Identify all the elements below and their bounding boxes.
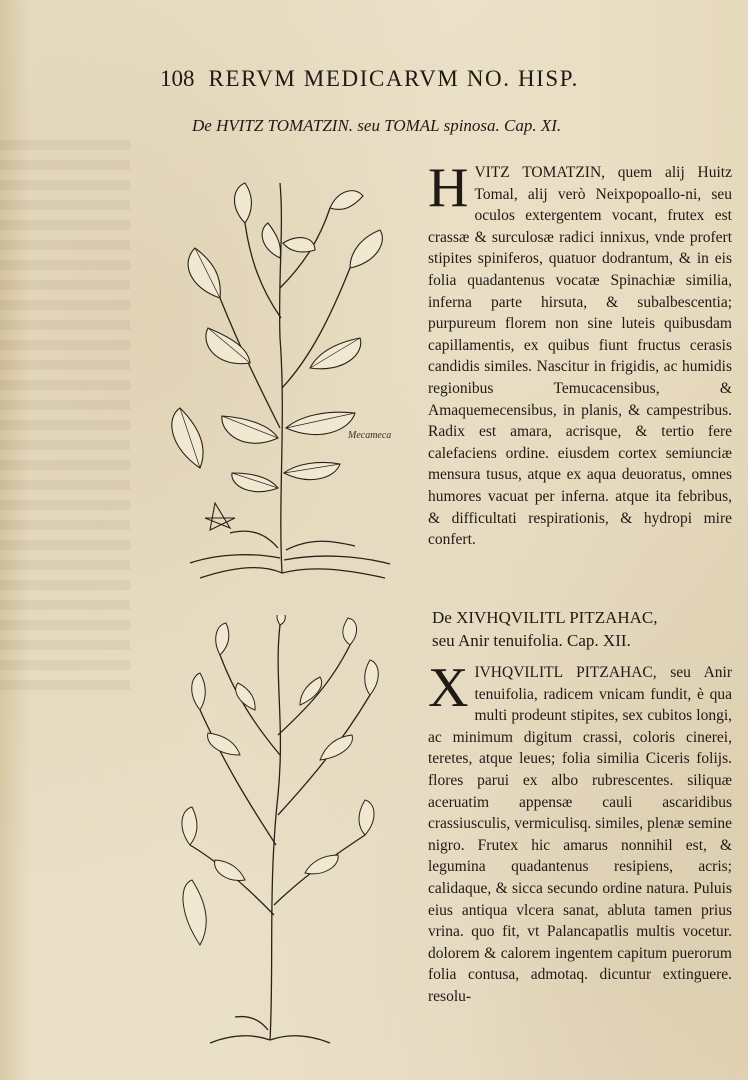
chapter-12 xyxy=(428,606,732,1008)
plate-label: Mecameca xyxy=(348,430,392,441)
main-stem xyxy=(270,625,280,1040)
leaf xyxy=(234,183,251,223)
leaf xyxy=(183,880,206,945)
leaf xyxy=(182,807,197,845)
chapter-11-text: VITZ TOMATZIN, quem alij Huitz Tomal, alij verò Neixpopoallo-ni, seu oculos extergentem vocant, frutex est crassæ & surculosæ radici innixus, vnde profert stipites spiniferos, quatuor dodrantum, & in eis folia quadantenus vocatæ Spinachiæ similia, inferna parte hirsuta, & subalbescentia; purpureum florem non sine luteis quibusdam capillamentis, ex quibus fiunt fructus cerasis candidis similes. Nascitur in frigidis, ac humidis regionibus Temucacensibus, & Amaquemecensibus, in planis, & campestribus. Radix est amara, acrisque, & tertio fere calefaciens ordine. eiusdem cortex semiunciæ mensura tusus, atque ex aqua deuoratus, omnes humores vacuat per inferna. atque ita febribus, & difficultati respirationis, & hydropi mire confert. xyxy=(428,164,732,549)
chapter-11-body xyxy=(428,157,732,551)
leaf xyxy=(172,408,203,468)
leaf xyxy=(350,230,382,268)
woodcut-huitz-tomatzin xyxy=(160,168,400,588)
leaf xyxy=(305,855,338,874)
main-stem xyxy=(280,183,283,573)
woodcut-xiuhquilitl-pitzahac xyxy=(170,615,400,1045)
drop-cap: X xyxy=(428,657,469,719)
roots xyxy=(190,531,390,578)
leaf xyxy=(310,338,361,369)
running-title: RERVM MEDICARVM NO. HISP. xyxy=(208,66,580,91)
star-flower xyxy=(205,503,235,530)
side-stem xyxy=(200,710,276,845)
running-head xyxy=(160,66,660,92)
bleed-through-text xyxy=(0,140,130,700)
leaf xyxy=(330,191,363,210)
leaf xyxy=(216,623,229,655)
leaf xyxy=(232,473,278,492)
leaf xyxy=(236,683,255,710)
chapter-12-heading-line-2: seu Anir tenuifolia. Cap. XII. xyxy=(432,631,631,650)
leaf xyxy=(222,416,278,443)
leaf xyxy=(262,223,280,258)
page-number: 108 xyxy=(160,66,195,91)
drop-cap: H xyxy=(428,157,469,219)
chapter-11-heading: De HVITZ TOMATZIN. seu TOMAL spinosa. Cap. XI. xyxy=(192,116,562,135)
chapter-12-heading-line-1: De XIVHQVILITL PITZAHAC, xyxy=(432,608,658,627)
leaf xyxy=(343,618,357,645)
leaf xyxy=(192,673,206,710)
leaf xyxy=(300,677,322,705)
leaf xyxy=(277,615,285,625)
leaf xyxy=(206,328,250,364)
leaf xyxy=(283,238,315,252)
leaf xyxy=(365,660,379,695)
leaf xyxy=(208,733,240,755)
chapter-12-heading xyxy=(432,606,732,652)
side-stem xyxy=(282,268,350,388)
chapter-12-text: IVHQVILITL PITZAHAC, seu Anir tenuifolia, radicem vnicam fundit, è qua multi prodeunt stipites, sex cubitos longi, ac minimum digitum crassi, coloris cinerei, teretes, atque leues; folia similia Ciceris folijs. flores parui ex albo rubrescentes. siliquæ aceruatim appensæ cauli ascaridibus crassiusculis, vermiculisq. similes, plenæ semine nigro. Frutex hic amarus nonnihil est, & legumina quadantenus resipiens, acris; calidaque, & sicca secundo ordine natura. Puluis eius antiqua vlcera sanat, abluta tamen prius vrina. quo fit, vt Palancapatlis multis vocetur. dolorem & calorem ingentem capitum puerorum folia contusa, admotaq. dicuntur extinguere. resolu- xyxy=(428,664,732,1005)
leaf xyxy=(188,248,220,298)
leaf xyxy=(215,860,245,880)
leaf xyxy=(359,800,374,835)
leaf xyxy=(320,735,352,760)
